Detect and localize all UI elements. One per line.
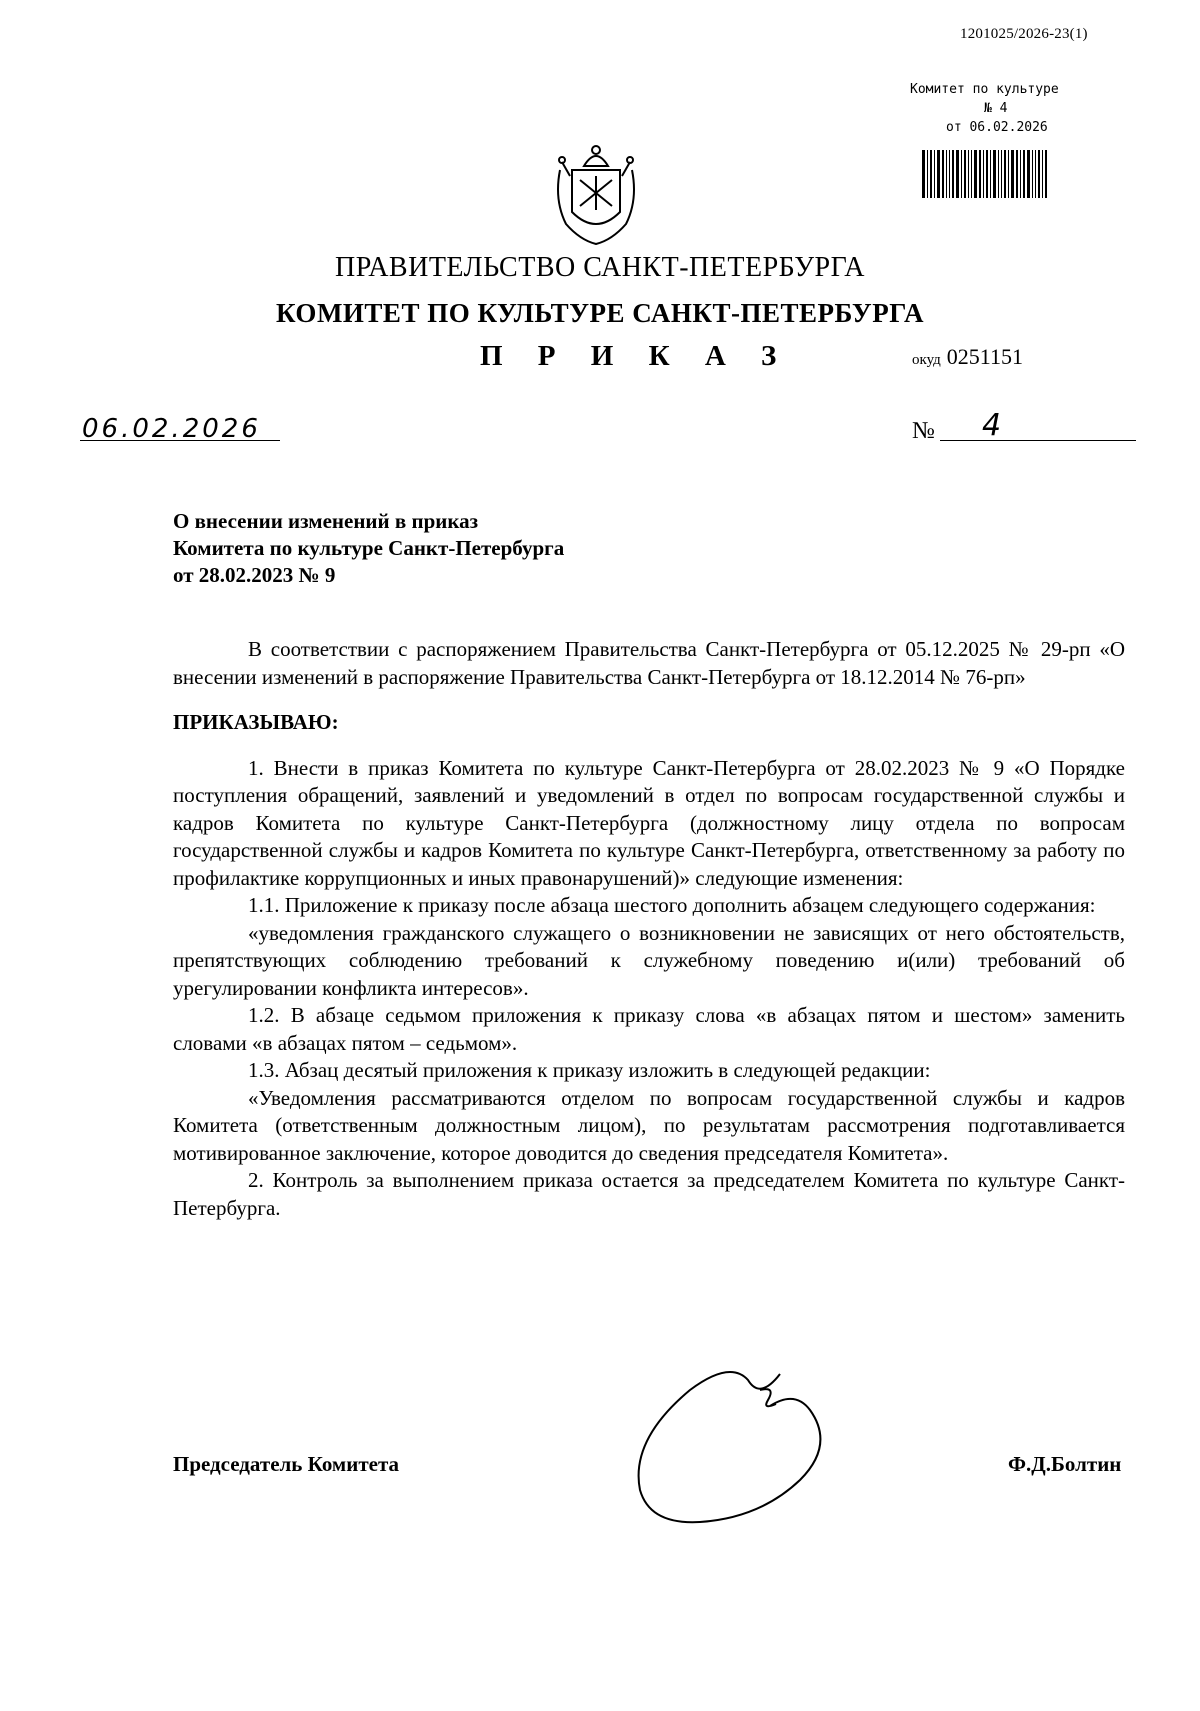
date-underline bbox=[80, 440, 280, 441]
barcode-bar bbox=[946, 150, 947, 198]
okud-code bbox=[912, 344, 1023, 370]
clause-1-3: 1.3. Абзац десятый приложения к приказу изложить в следующей редакции: bbox=[248, 1058, 931, 1082]
document-title bbox=[173, 508, 564, 589]
stamp-line-org: Комитет по культуре bbox=[910, 82, 1059, 97]
barcode-bar bbox=[934, 150, 935, 198]
barcode-bar bbox=[1001, 150, 1002, 198]
handwritten-number: 4 bbox=[982, 408, 1002, 443]
government-heading: ПРАВИТЕЛЬСТВО САНКТ-ПЕТЕРБУРГА bbox=[335, 252, 865, 283]
preamble-paragraph: В соответствии с распоряжением Правительства Санкт-Петербурга от 05.12.2025 № 29-рп «О внесении изменений в распоряжение Правительства Санкт-Петербурга от 18.12.2014 № 76-рп» bbox=[173, 637, 1125, 689]
document-registration-number: 1201025/2026-23(1) bbox=[960, 26, 1088, 42]
stamp-line-date: от 06.02.2026 bbox=[946, 120, 1048, 135]
barcode-bar bbox=[968, 150, 969, 198]
barcode-bar bbox=[1020, 150, 1021, 198]
barcode-bar bbox=[956, 150, 959, 198]
document-body bbox=[173, 636, 1125, 1222]
okud-value: 0251151 bbox=[946, 344, 1023, 369]
barcode-bar bbox=[952, 150, 954, 198]
barcode-bar bbox=[937, 150, 940, 198]
barcode-bar bbox=[971, 150, 972, 198]
clause-1-3-quote: «Уведомления рассматриваются отделом по вопросам государственной службы и кадров Комитета (ответственным должностным лицом), по результатам рассмотрения подготавливается мотивированное заключение, которое доводится до сведения председателя Комитета». bbox=[173, 1085, 1125, 1165]
barcode-bar bbox=[922, 150, 925, 198]
barcode-bar bbox=[1035, 150, 1036, 198]
barcode-bar bbox=[949, 150, 950, 198]
clause-1-1: 1.1. Приложение к приказу после абзаца шестого дополнить абзацем следующего содержания: bbox=[248, 893, 1096, 917]
signer-name: Ф.Д.Болтин bbox=[1008, 1452, 1122, 1476]
barcode-bar bbox=[986, 150, 988, 198]
stamp-line-number: № 4 bbox=[984, 101, 1008, 116]
barcode-bar bbox=[1038, 150, 1040, 198]
number-underline bbox=[940, 440, 1136, 441]
barcode-bar bbox=[1004, 150, 1006, 198]
barcode-bar bbox=[927, 150, 928, 198]
barcode-bar bbox=[942, 150, 944, 198]
signer-position: Председатель Комитета bbox=[173, 1452, 400, 1476]
coat-of-arms-emblem bbox=[550, 140, 642, 250]
clause-1-2: 1.2. В абзаце седьмом приложения к приказу слова «в абзацах пятом и шестом» заменить словами «в абзацах пятом – седьмом». bbox=[173, 1003, 1125, 1055]
handwritten-date: 06.02.2026 bbox=[82, 414, 261, 444]
barcode-bar bbox=[1011, 150, 1014, 198]
order-word: ПРИКАЗЫВАЮ: bbox=[173, 710, 339, 734]
title-line: от 28.02.2023 № 9 bbox=[173, 563, 336, 587]
barcode-bar bbox=[1027, 150, 1030, 198]
barcode-bar bbox=[983, 150, 984, 198]
handwritten-signature bbox=[610, 1360, 840, 1530]
barcode-bar bbox=[998, 150, 999, 198]
clause-1-1-quote: «уведомления гражданского служащего о возникновении не зависящих от него обстоятельств, препятствующих соблюдению требований к служебному поведению и(или) требований об урегулировании конфликта интересов». bbox=[173, 920, 1125, 1000]
title-line: Комитета по культуре Санкт-Петербурга bbox=[173, 536, 565, 560]
number-label: № bbox=[912, 418, 935, 444]
clause-2: 2. Контроль за выполнением приказа остается за председателем Комитета по культуре Санкт-Петербурга. bbox=[173, 1168, 1125, 1220]
committee-heading: КОМИТЕТ ПО КУЛЬТУРЕ САНКТ-ПЕТЕРБУРГА bbox=[276, 298, 924, 328]
barcode-bar bbox=[990, 150, 991, 198]
document-type-heading: П Р И К А З bbox=[480, 340, 791, 372]
barcode-bar bbox=[979, 150, 981, 198]
barcode-bar bbox=[1008, 150, 1009, 198]
barcode-bar bbox=[1023, 150, 1025, 198]
barcode-bar bbox=[1045, 150, 1047, 198]
title-line: О внесении изменений в приказ bbox=[173, 509, 479, 533]
okud-label: окуд bbox=[912, 352, 941, 368]
barcode-bar bbox=[1032, 150, 1033, 198]
barcode-bar bbox=[993, 150, 996, 198]
clause-1: 1. Внести в приказ Комитета по культуре Санкт-Петербурга от 28.02.2023 № 9 «О Порядке поступления обращений, заявлений и уведомлений в отдел по вопросам государственной службы и кадров Комитета по культуре Санкт-Петербурга (должностному лицу отдела по вопросам государственной службы и кадров Комитета по культуре Санкт-Петербурга, ответственному за работу по профилактике коррупционных и иных правонарушений)» следующие изменения: bbox=[173, 755, 1125, 890]
registration-stamp bbox=[910, 80, 1110, 137]
barcode-bar bbox=[961, 150, 962, 198]
barcode-bar bbox=[1016, 150, 1018, 198]
barcode-bar bbox=[1042, 150, 1043, 198]
barcode-bar bbox=[930, 150, 932, 198]
barcode-bar bbox=[974, 150, 977, 198]
barcode bbox=[922, 150, 1082, 198]
barcode-bar bbox=[964, 150, 966, 198]
